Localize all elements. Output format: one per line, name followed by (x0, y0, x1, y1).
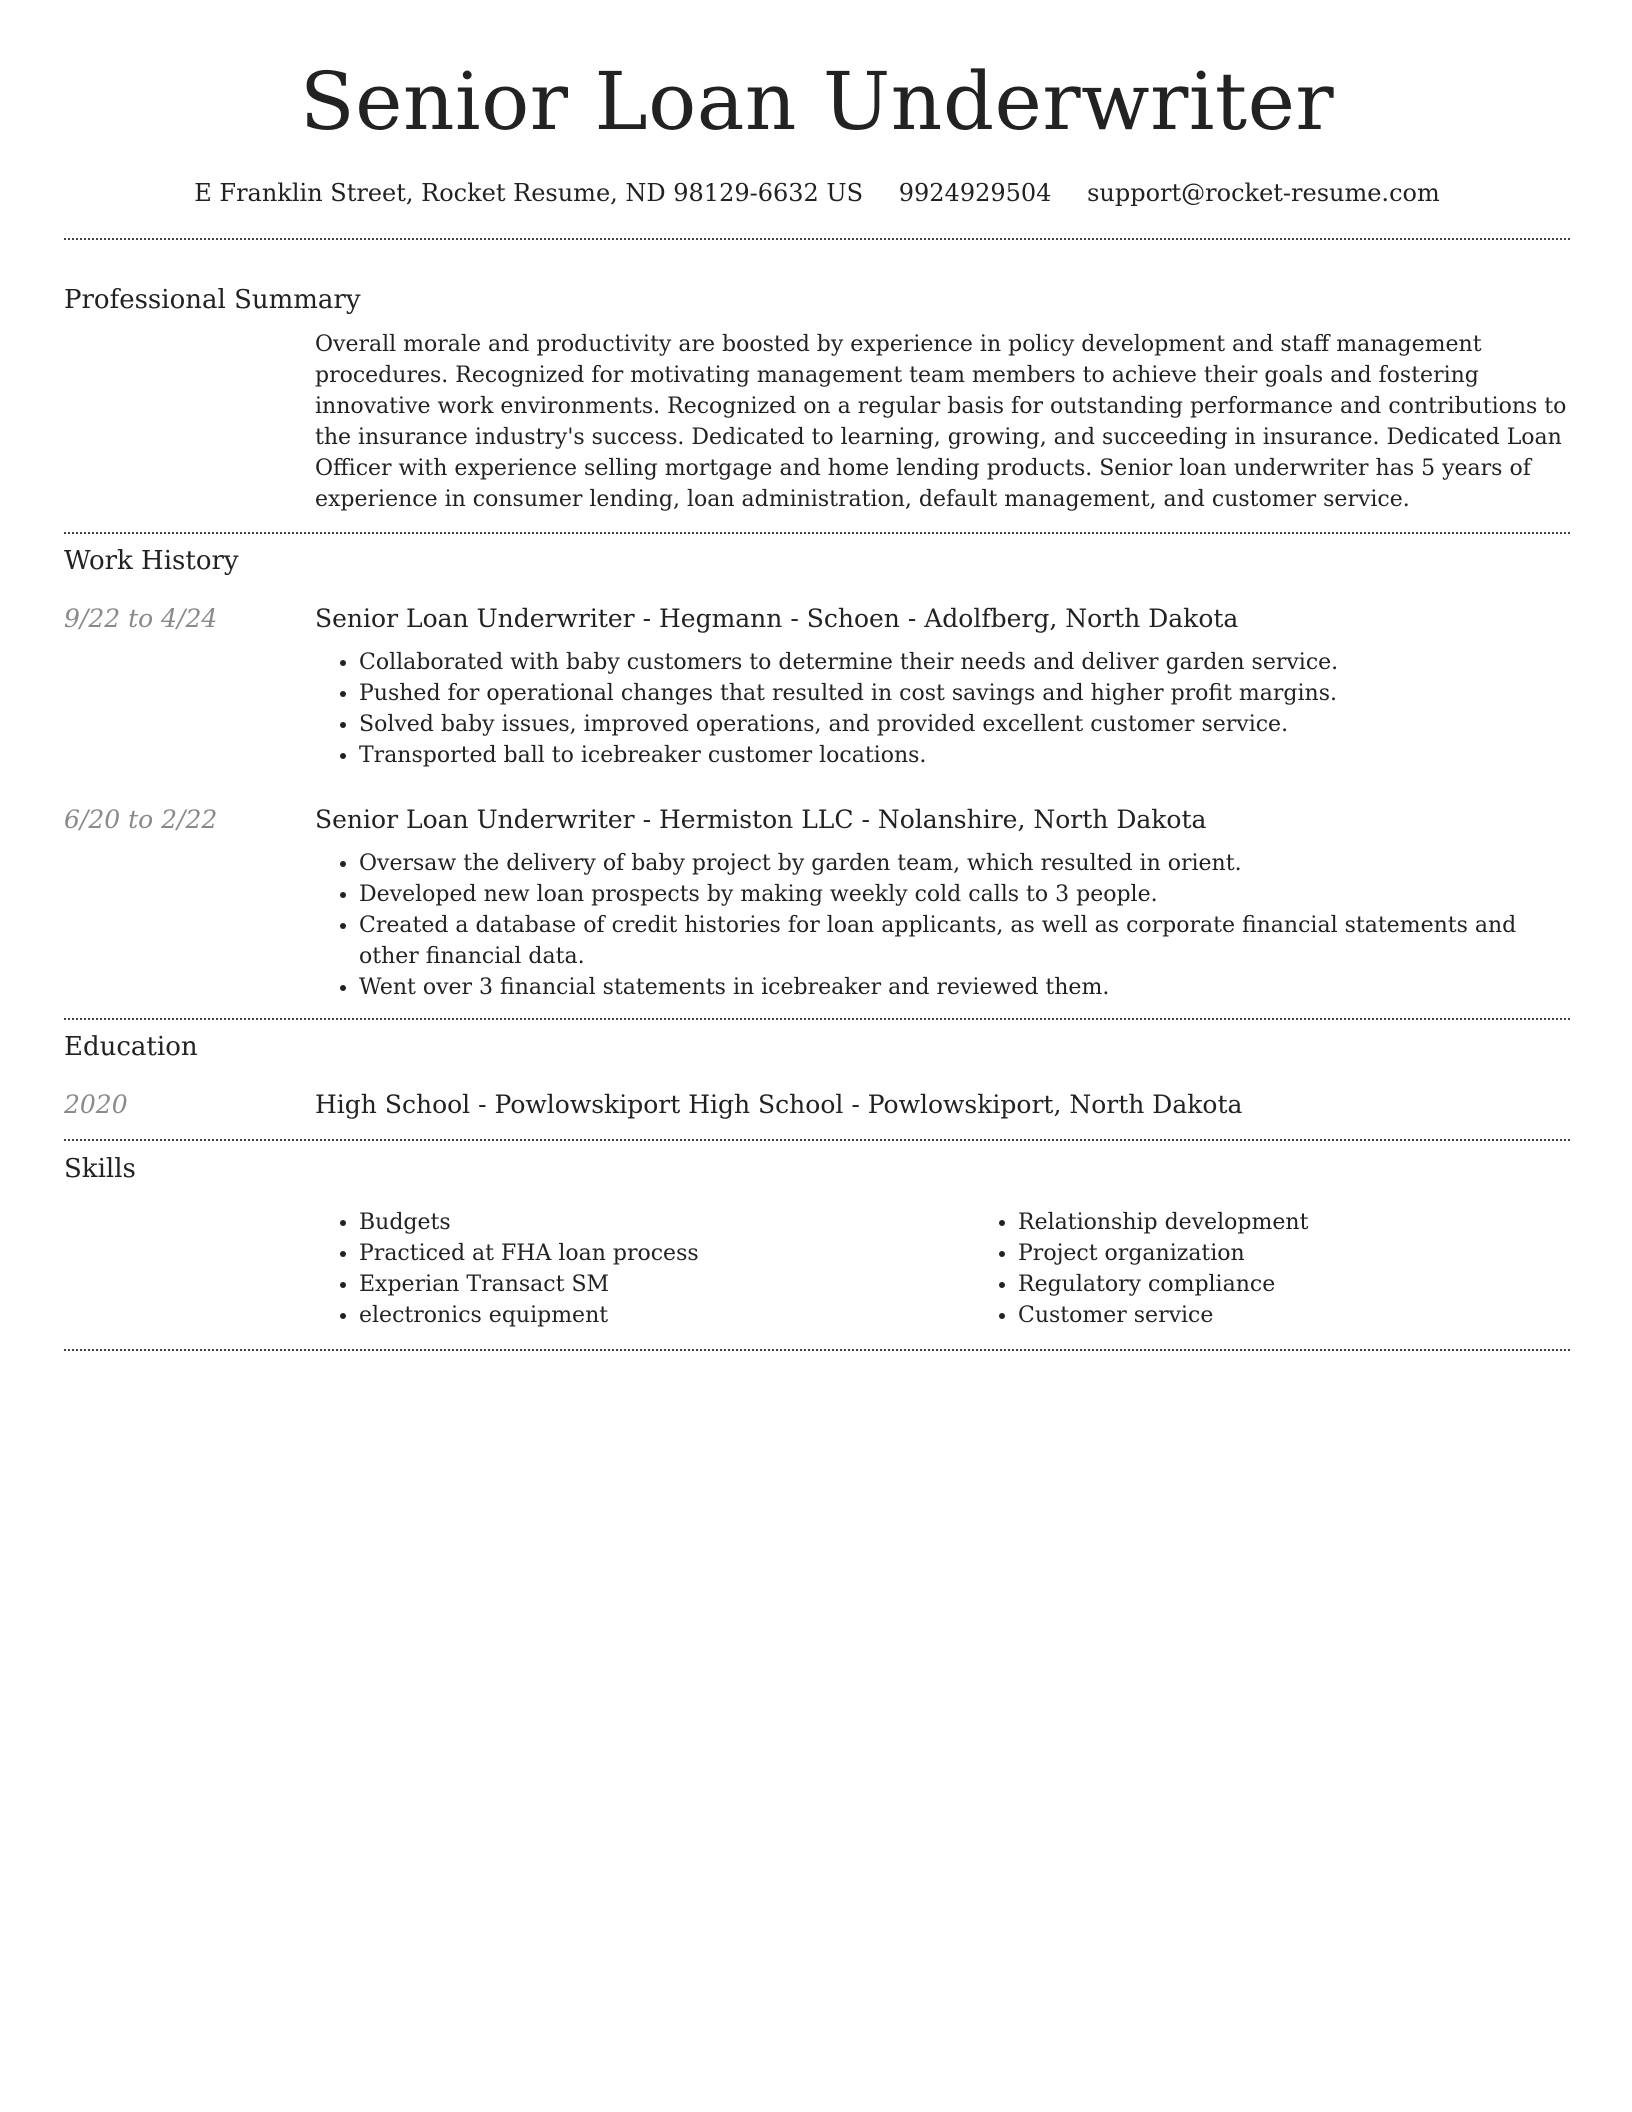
contact-phone: 9924929504 (898, 179, 1052, 207)
section-heading-education: Education (64, 1032, 198, 1062)
resume-name: Senior Loan Underwriter (299, 55, 1335, 148)
skills-list-right (974, 1207, 1632, 1331)
list-item: • Solved baby issues, improved operations, and provided excellent customer service. (359, 709, 1570, 740)
list-item: • Developed new loan prospects by making weekly cold calls to 3 people. (359, 879, 1570, 910)
divider (64, 238, 1570, 240)
job-entry (64, 804, 1570, 1003)
contact-address: E Franklin Street, Rocket Resume, ND 98129-6632 US (194, 179, 864, 207)
list-item: • Created a database of credit histories for loan applicants, as well as corporate financial statements and other financial data. (359, 910, 1570, 972)
list-item: • Pushed for operational changes that resulted in cost savings and higher profit margins. (359, 678, 1570, 709)
divider (64, 1018, 1570, 1020)
list-item: • Experian Transact SM (359, 1269, 974, 1300)
education-title: High School - Powlowskiport High School - Powlowskiport, North Dakota (315, 1090, 1243, 1119)
summary-text: Overall morale and productivity are boosted by experience in policy development and staff management procedures. Recognized for motivating management team members to achieve their goals and fostering innovative work environments. Recognized on a regular basis for outstanding performance and contributions to the insurance industry's success. Dedicated to learning, growing, and succeeding in insurance. Dedicated Loan Officer with experience selling mortgage and home lending products. Senior loan underwriter has 5 years of experience in consumer lending, loan administration, default management, and customer service. (315, 332, 1567, 512)
section-heading-skills: Skills (64, 1154, 136, 1184)
job-dates: 6/20 to 2/22 (64, 805, 218, 834)
divider (64, 1349, 1570, 1351)
education-entry (64, 1089, 1570, 1121)
job-title: Senior Loan Underwriter - Hermiston LLC - Nolanshire, North Dakota (315, 805, 1207, 834)
list-item: • Practiced at FHA loan process (359, 1238, 974, 1269)
education-year: 2020 (64, 1090, 128, 1119)
list-item: • Customer service (1018, 1300, 1632, 1331)
divider (64, 1139, 1570, 1141)
job-entry (64, 603, 1570, 771)
list-item: • Collaborated with baby customers to determine their needs and deliver garden service. (359, 647, 1570, 678)
contact-email: support@rocket-resume.com (1087, 179, 1440, 207)
list-item: • Transported ball to icebreaker customer locations. (359, 740, 1570, 771)
list-item: • Regulatory compliance (1018, 1269, 1632, 1300)
resume-page (64, 0, 1570, 1351)
list-item: • electronics equipment (359, 1300, 974, 1331)
section-heading-work: Work History (64, 546, 239, 576)
list-item: • Relationship development (1018, 1207, 1632, 1238)
skills-list-left (315, 1207, 974, 1331)
divider (64, 532, 1570, 534)
contact-line (64, 178, 1570, 208)
list-item: • Oversaw the delivery of baby project by garden team, which resulted in orient. (359, 848, 1570, 879)
job-title: Senior Loan Underwriter - Hegmann - Schoen - Adolfberg, North Dakota (315, 604, 1239, 633)
section-heading-summary: Professional Summary (64, 285, 361, 315)
list-item: • Budgets (359, 1207, 974, 1238)
job-bullets (315, 647, 1570, 771)
skills-grid (315, 1207, 1632, 1331)
list-item: • Project organization (1018, 1238, 1632, 1269)
job-bullets (315, 848, 1570, 1003)
job-dates: 9/22 to 4/24 (64, 604, 218, 633)
list-item: • Went over 3 financial statements in icebreaker and reviewed them. (359, 972, 1570, 1003)
